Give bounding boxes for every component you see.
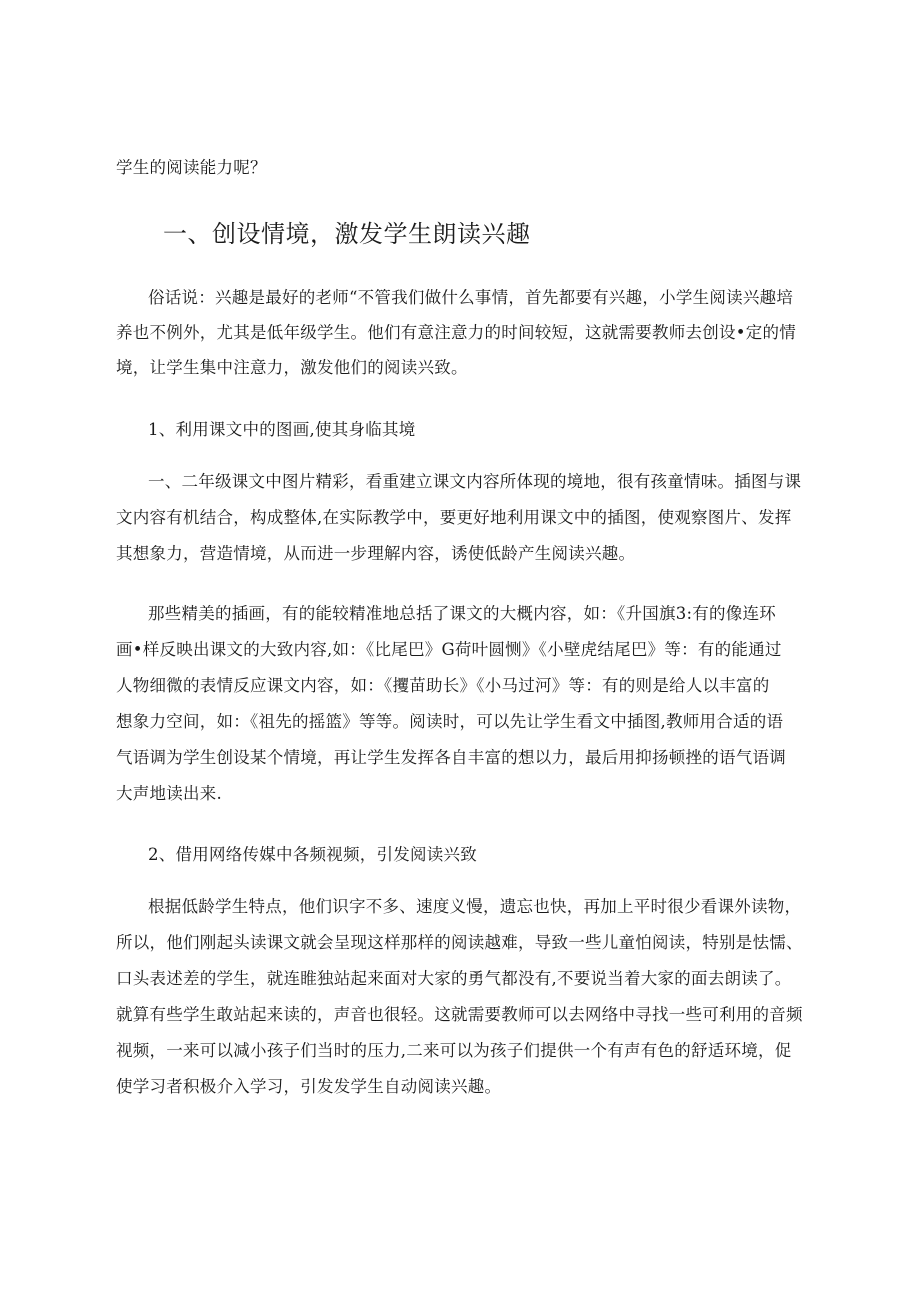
paragraph-line: 就算有些学生敢站起来读的，声音也很轻。这就需要教师可以去网络中寻找一些可利用的音频: [116, 1005, 803, 1024]
paragraph-line: 使学习者积极介入学习，引发发学生自动阅读兴趣。: [116, 1077, 502, 1096]
paragraph-line: 那些精美的插画，有的能较精准地总括了课文的大概内容，如：《升国旗3:有的像连环: [148, 604, 777, 623]
paragraph-line: 大声地读出来.: [116, 784, 222, 803]
paragraph-line: 养也不例外，尤其是低年级学生。他们有意注意力的时间较短，这就需要教师去创设•定的情: [116, 323, 796, 342]
section-heading: 一、创设情境，激发学生朗读兴趣: [163, 220, 531, 248]
paragraph-line: 气语调为学生创设某个情境，再让学生发挥各自丰富的想以力，最后用抑扬顿挫的语气语调: [116, 748, 786, 767]
subheading-illustrations: 1、利用课文中的图画,使其身临其境: [148, 420, 416, 439]
paragraph-line: 其想象力，营造情境，从而进一步理解内容，诱使低龄产生阅读兴趣。: [116, 544, 636, 563]
paragraph-line: 境，让学生集中注意力，激发他们的阅读兴致。: [116, 358, 468, 377]
intro-text-line: 学生的阅读能力呢？: [116, 158, 267, 177]
paragraph-line: 口头表述差的学生，就连睢独站起来面对大家的勇气都没有,不要说当着大家的面去朗读了。: [116, 969, 792, 988]
paragraph-line: 想象力空间，如：《祖先的摇篮》等等。阅读时，可以先让学生看文中插图,教师用合适的语: [116, 712, 784, 731]
paragraph-line: 文内容有机结合，构成整体,在实际教学中，要更好地利用课文中的插图，使观察图片、发挥: [116, 508, 792, 527]
paragraph-line: 人物细微的表情反应课文内容，如：《攫苗助长》《小马过河》等：有的则是给人以丰富的: [116, 676, 770, 695]
paragraph-line: 一、二年级课文中图片精彩，看重建立课文内容所体现的境地，很有孩童情味。插图与课: [148, 472, 802, 491]
paragraph-line: 所以，他们刚起头读课文就会呈现这样那样的阅读越难，导致一些儿童怕阅读，特别是怯懦、: [116, 933, 803, 952]
paragraph-line: 画•样反映出课文的大致内容,如：《比尾巴》G荷叶圆恻》《小壁虎结尾巴》等：有的能通过: [116, 640, 782, 659]
paragraph-line: 根据低龄学生特点，他们识字不多、速度义慢，遗忘也快，再加上平时很少看课外读物，: [148, 897, 802, 916]
paragraph-line: 视频，一来可以减小孩子们当时的压力,二来可以为孩子们提供一个有声有色的舒适环境，促: [116, 1041, 792, 1060]
subheading-media: 2、借用网络传媒中各频视频，引发阅读兴致: [148, 845, 477, 864]
paragraph-line: 俗话说：兴趣是最好的老师“不管我们做什么事情，首先都要有兴趣，小学生阅读兴趣培: [148, 288, 794, 307]
